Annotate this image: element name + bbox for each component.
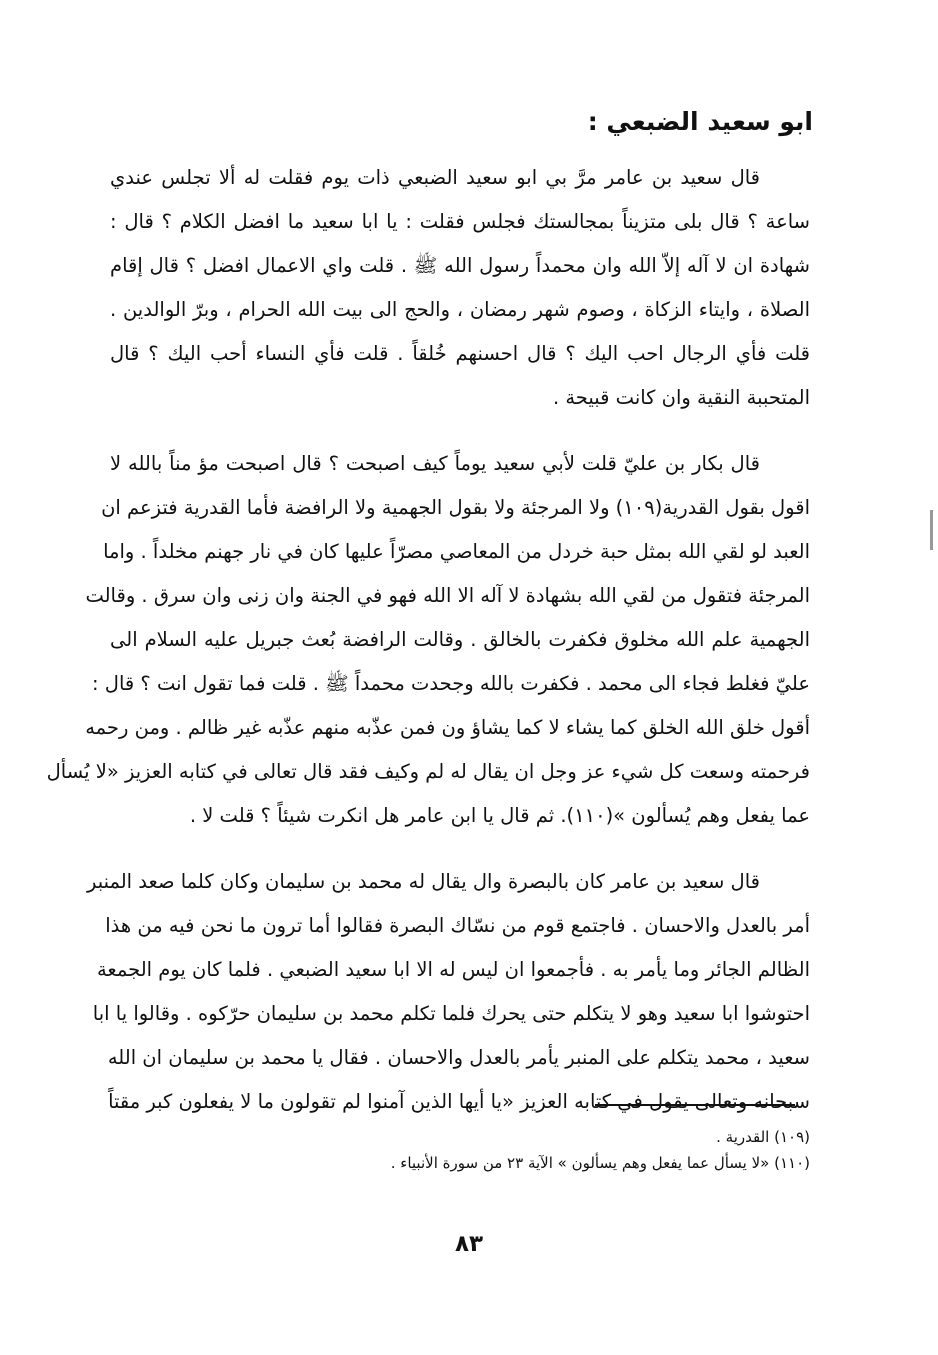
main-text <box>46 156 810 1146</box>
footnote-separator <box>595 1104 795 1106</box>
text-line: فرحمته وسعت كل شيء عز وجل ان يقال له لم وكيف فقد قال تعالى في كتابه العزيز «لا يُسأل <box>46 760 810 783</box>
text-line: عليّ فغلط فجاء الى محمد . فكفرت بالله وجحدت محمداً ﷺ . قلت فما تقول انت ؟ قال : <box>92 672 810 695</box>
text-line: أقول خلق الله الخلق كما يشاء لا كما يشاؤ ون فمن عذّبه منهم عذّبه غير ظالم . ومن رحمه <box>85 716 810 739</box>
text-line: قال سعيد بن عامر كان بالبصرة وال يقال له محمد بن سليمان وكان كلما صعد المنبر <box>86 870 760 893</box>
footnote-110: (١١٠) «لا يسأل عما يفعل وهم يسألون » الآية ٢٣ من سورة الأنبياء . <box>390 1154 810 1172</box>
page-number: ٨٣ <box>454 1231 484 1257</box>
paragraph-1 <box>110 156 810 420</box>
text-line: سبحانه وتعالى يقول في كتابه العزيز «يا أيها الذين آمنوا لم تقولون ما لا يفعلون كبر مقتاً <box>108 1090 810 1113</box>
text-line: أمر بالعدل والاحسان . فاجتمع قوم من نسّاك البصرة فقالوا أما ترون ما نحن فيه من هذا <box>105 914 810 937</box>
text-line: الظالم الجائر وما يأمر به . فأجمعوا ان ليس له الا ابا سعيد الضبعي . فلما كان يوم الجمعة <box>96 958 810 981</box>
text-line: قال سعيد بن عامر مرَّ بي ابو سعيد الضبعي ذات يوم فقلت له ألا تجلس عندي <box>110 166 760 189</box>
text-line: الجهمية علم الله مخلوق فكفرت بالخالق . وقالت الرافضة بُعث جبريل عليه السلام الى <box>110 628 810 651</box>
section-heading: ابو سعيد الضبعي : <box>587 107 813 136</box>
text-line: العبد لو لقي الله بمثل حبة خردل من المعاصي مصرّاً عليها كان في نار جهنم مخلداً . واما <box>103 540 810 563</box>
text-line: ساعة ؟ قال بلى متزيناً بمجالستك فجلس فقلت : يا ابا سعيد ما افضل الكلام ؟ قال : <box>110 210 810 233</box>
text-line: عما يفعل وهم يُسألون »(١١٠). ثم قال يا ابن عامر هل انكرت شيئاً ؟ قلت لا . <box>189 804 810 827</box>
footnotes <box>110 1124 810 1176</box>
scan-edge-mark <box>930 510 933 550</box>
text-line: المتحببة النقية وان كانت قبيحة . <box>552 386 810 409</box>
paragraph-2 <box>46 442 810 838</box>
text-line: سعيد ، محمد يتكلم على المنبر يأمر بالعدل والاحسان . فقال يا محمد بن سليمان ان الله <box>107 1046 810 1069</box>
text-line: المرجئة فتقول من لقي الله بشهادة لا آله الا الله فهو في الجنة وان زنى وان سرق . وقالت <box>85 584 810 607</box>
text-line: الصلاة ، وايتاء الزكاة ، وصوم شهر رمضان ، والحج الى بيت الله الحرام ، وبرّ الوالدين . <box>110 298 810 321</box>
text-line: احتوشوا ابا سعيد وهو لا يتكلم حتى يحرك فلما تكلم محمد بن سليمان حرّكوه . وقالوا يا ابا <box>92 1002 810 1025</box>
text-line: قال بكار بن عليّ قلت لأبي سعيد يوماً كيف اصبحت ؟ قال اصبحت مؤ مناً بالله لا <box>110 452 760 475</box>
text-line: قلت فأي الرجال احب اليك ؟ قال احسنهم خُلقاً . قلت فأي النساء أحب اليك ؟ قال <box>110 342 810 365</box>
paragraph-3 <box>86 860 810 1124</box>
text-line: شهادة ان لا آله إلاّ الله وان محمداً رسول الله ﷺ . قلت واي الاعمال افضل ؟ قال إقام <box>110 254 810 277</box>
footnote-109: (١٠٩) القدرية . <box>716 1128 810 1146</box>
text-line: اقول بقول القدرية(١٠٩) ولا المرجئة ولا بقول الجهمية ولا الرافضة فأما القدرية فتزعم ان <box>101 496 810 519</box>
